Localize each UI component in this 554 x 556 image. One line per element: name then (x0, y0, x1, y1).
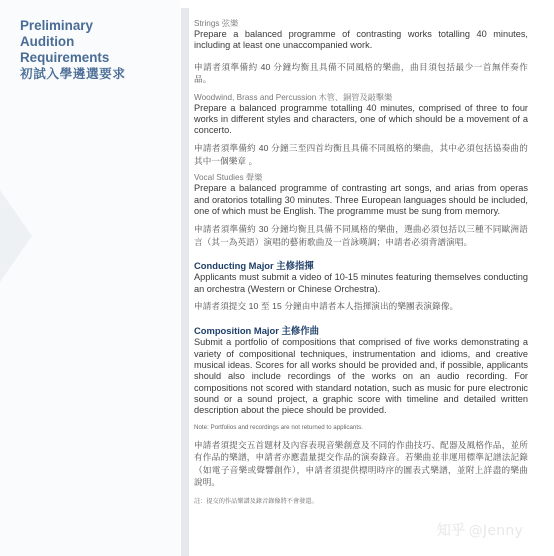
title-line-1: Preliminary (20, 18, 93, 33)
strings-text-zh: 申請者須準備約 40 分鐘均衡且具備不同風格的樂曲，曲目須包括最少一首無伴奏作品。 (194, 61, 528, 85)
title-line-2: Audition (20, 34, 75, 49)
watermark-logo: 知乎 (437, 523, 466, 539)
vocal-heading: Vocal Studies 聲樂 (194, 173, 263, 183)
composition-heading: Composition Major 主修作曲 (194, 325, 319, 337)
composition-note-en: Note: Portfolios and recordings are not returned to applicants. (194, 423, 363, 431)
decorative-arrow (0, 190, 32, 282)
watermark-handle: @Jenny (468, 523, 524, 539)
conducting-text-en: Applicants must submit a video of 10-15 minutes featuring themselves conducting an orchestra (Western or Chinese Orchestra). (194, 272, 528, 294)
title-chinese: 初試入學遴選要求 (20, 67, 126, 81)
conducting-heading: Conducting Major 主修指揮 (194, 260, 314, 272)
winds-text-en: Prepare a balanced programme totalling 40 minutes, comprised of three to four works in different styles and characters, one of which should be a movement of a concerto. (194, 102, 528, 136)
winds-heading: Woodwind, Brass and Percussion 木管、銅管及敲擊樂 (194, 92, 393, 102)
composition-text-en: Submit a portfolio of compositions that comprised of five works demonstrating a variety of compositional techniques, instrumentation and idioms, and creative musical ideas. Scores for all works should be provided and, if possible, applicants should also include recordings of the works on an audio recording. For compositions not scored with standard notation, such as music for pure electronic sound or a sound project, a graphic score with timeline and detailed written description about the piece should be provided. (194, 337, 528, 416)
strings-heading: Strings 弦樂 (194, 19, 239, 28)
vocal-text-zh: 申請者須準備約 30 分鐘均衡且具備不同風格的樂曲，選曲必須包括以三種不同歐洲語言（其一為英語）演唱的藝術歌曲及一首詠嘆調；申請者必須背譜演唱。 (194, 224, 528, 247)
composition-text-zh: 申請者須提交五首题材及內容表現音樂創意及不同的作曲技巧、配器及風格作品，並所有作品的樂譜，申請者亦應盡量提交作品的演奏錄音。若樂曲並非運用標準記譜法記錄（如電子音樂或聲響創作），申請者須提供標明時序的圖表式樂譜，並附上詳盡的樂曲說明。 (194, 439, 528, 488)
requirements-content (194, 18, 528, 506)
vertical-divider (181, 8, 189, 556)
conducting-text-zh: 申請者須提交 10 至 15 分鐘由申請者本人指揮演出的樂團表演錄像。 (194, 300, 459, 311)
composition-note-zh: 註：提交的作品樂譜及錄音錄像將不會發還。 (194, 497, 318, 505)
strings-text-en: Prepare a balanced programme of contrasting works totalling 40 minutes, including at least one unaccompanied work. (194, 29, 528, 51)
section-title (20, 18, 170, 82)
winds-text-zh: 申請者須準備約 40 分鐘三至四首均衡且具備不同風格的樂曲，其中必須包括協奏曲的其中一個樂章 。 (194, 143, 528, 166)
watermark (437, 520, 523, 540)
vocal-text-en: Prepare a balanced programme of contrasting art songs, and arias from operas and oratorios totalling 30 minutes. Three European languages should be included, one of which must be English. The programme must be sung from memory. (194, 183, 528, 217)
title-line-3: Requirements (20, 50, 110, 65)
